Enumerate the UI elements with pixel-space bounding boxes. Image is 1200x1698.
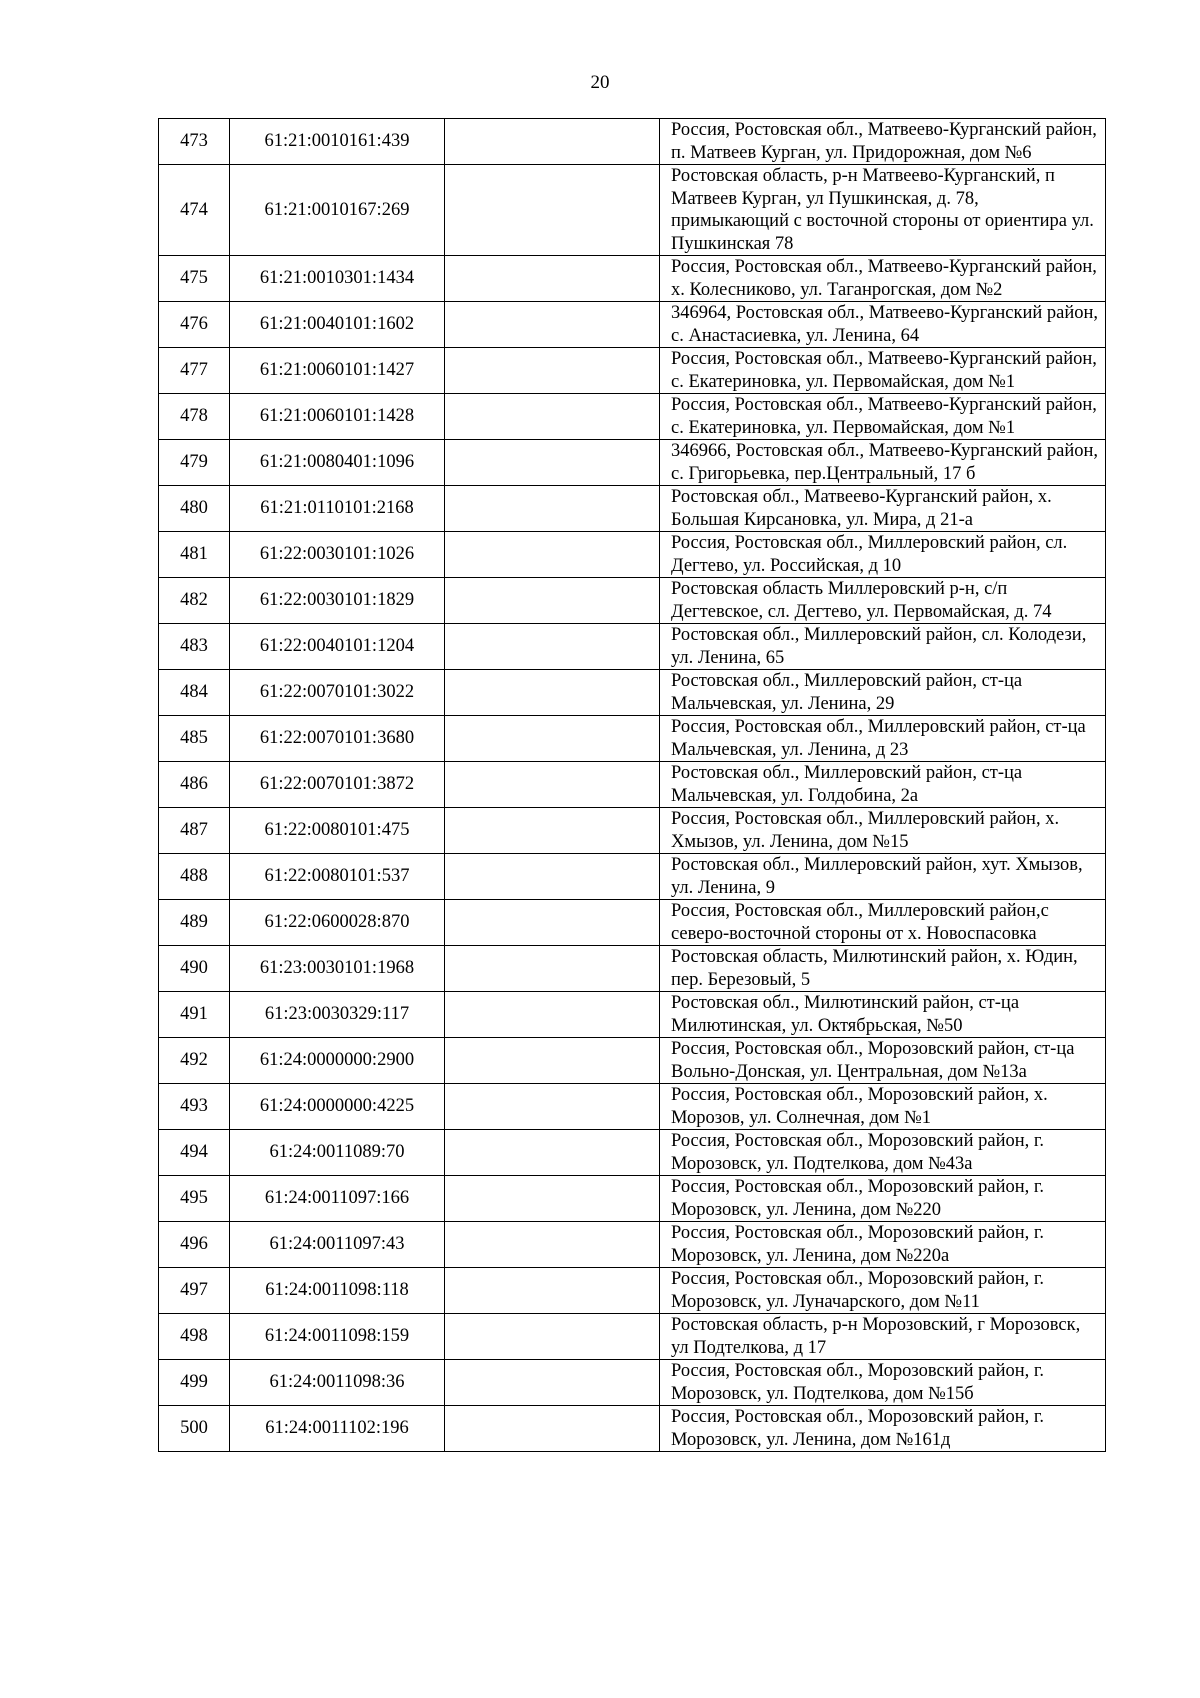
address-cell: Ростовская обл., Миллеровский район, хут. Хмызов, ул. Ленина, 9 xyxy=(660,854,1106,900)
cadastral-number-cell: 61:22:0040101:1204 xyxy=(230,624,445,670)
row-number-cell: 482 xyxy=(159,578,230,624)
table-row xyxy=(159,1360,1106,1406)
address-cell: Россия, Ростовская обл., Морозовский район, г. Морозовск, ул. Ленина, дом №161д xyxy=(660,1406,1106,1452)
table-row xyxy=(159,946,1106,992)
blank-cell xyxy=(445,992,660,1038)
cadastral-number-cell: 61:22:0070101:3872 xyxy=(230,762,445,808)
cadastral-number-cell: 61:24:0000000:4225 xyxy=(230,1084,445,1130)
cadastral-number-cell: 61:24:0011098:118 xyxy=(230,1268,445,1314)
row-number-cell: 497 xyxy=(159,1268,230,1314)
table-row xyxy=(159,854,1106,900)
blank-cell xyxy=(445,854,660,900)
address-cell: Ростовская обл., Милютинский район, ст-ца Милютинская, ул. Октябрьская, №50 xyxy=(660,992,1106,1038)
row-number-cell: 500 xyxy=(159,1406,230,1452)
blank-cell xyxy=(445,1222,660,1268)
address-cell: Россия, Ростовская обл., Морозовский район, г. Морозовск, ул. Ленина, дом №220 xyxy=(660,1176,1106,1222)
cadastral-number-cell: 61:22:0030101:1829 xyxy=(230,578,445,624)
blank-cell xyxy=(445,348,660,394)
table-row xyxy=(159,1084,1106,1130)
blank-cell xyxy=(445,1360,660,1406)
address-cell: Россия, Ростовская обл., Миллеровский район,с северо-восточной стороны от х. Новоспасовка xyxy=(660,900,1106,946)
row-number-cell: 486 xyxy=(159,762,230,808)
address-cell: Ростовская обл., Миллеровский район, сл. Колодези, ул. Ленина, 65 xyxy=(660,624,1106,670)
row-number-cell: 495 xyxy=(159,1176,230,1222)
address-cell: Россия, Ростовская обл., Миллеровский район, сл. Дегтево, ул. Российская, д 10 xyxy=(660,532,1106,578)
address-cell: Россия, Ростовская обл., Матвеево-Курганский район, с. Екатериновка, ул. Первомайская, дом №1 xyxy=(660,348,1106,394)
row-number-cell: 480 xyxy=(159,486,230,532)
cadastral-number-cell: 61:23:0030329:117 xyxy=(230,992,445,1038)
cadastral-number-cell: 61:24:0011097:43 xyxy=(230,1222,445,1268)
table-row xyxy=(159,716,1106,762)
blank-cell xyxy=(445,256,660,302)
table-row xyxy=(159,256,1106,302)
blank-cell xyxy=(445,440,660,486)
blank-cell xyxy=(445,1314,660,1360)
table-row xyxy=(159,394,1106,440)
row-number-cell: 493 xyxy=(159,1084,230,1130)
cadastral-number-cell: 61:21:0080401:1096 xyxy=(230,440,445,486)
blank-cell xyxy=(445,762,660,808)
table-row xyxy=(159,1314,1106,1360)
table-row xyxy=(159,762,1106,808)
address-cell: Ростовская область, р-н Матвеево-Курганский, п Матвеев Курган, ул Пушкинская, д. 78, примыкающий с восточной стороны от ориентира ул. Пушкинская 78 xyxy=(660,165,1106,256)
cadastral-number-cell: 61:21:0060101:1428 xyxy=(230,394,445,440)
blank-cell xyxy=(445,486,660,532)
table-row xyxy=(159,578,1106,624)
blank-cell xyxy=(445,1268,660,1314)
blank-cell xyxy=(445,946,660,992)
table-row xyxy=(159,992,1106,1038)
cadastral-number-cell: 61:21:0010167:269 xyxy=(230,165,445,256)
address-cell: Россия, Ростовская обл., Матвеево-Курганский район, с. Екатериновка, ул. Первомайская, дом №1 xyxy=(660,394,1106,440)
row-number-cell: 479 xyxy=(159,440,230,486)
row-number-cell: 485 xyxy=(159,716,230,762)
cadastral-number-cell: 61:23:0030101:1968 xyxy=(230,946,445,992)
blank-cell xyxy=(445,624,660,670)
address-cell: Ростовская обл., Матвеево-Курганский район, х. Большая Кирсановка, ул. Мира, д 21-а xyxy=(660,486,1106,532)
row-number-cell: 483 xyxy=(159,624,230,670)
address-cell: 346964, Ростовская обл., Матвеево-Курганский район, с. Анастасиевка, ул. Ленина, 64 xyxy=(660,302,1106,348)
table-row xyxy=(159,1222,1106,1268)
table-row xyxy=(159,1038,1106,1084)
table-row xyxy=(159,302,1106,348)
row-number-cell: 477 xyxy=(159,348,230,394)
table-row xyxy=(159,624,1106,670)
cadastral-number-cell: 61:22:0070101:3680 xyxy=(230,716,445,762)
blank-cell xyxy=(445,808,660,854)
table-row xyxy=(159,486,1106,532)
address-cell: Ростовская обл., Миллеровский район, ст-ца Мальчевская, ул. Ленина, 29 xyxy=(660,670,1106,716)
address-cell: Россия, Ростовская обл., Миллеровский район, х. Хмызов, ул. Ленина, дом №15 xyxy=(660,808,1106,854)
address-cell: 346966, Ростовская обл., Матвеево-Курганский район, с. Григорьевка, пер.Центральный, 17 б xyxy=(660,440,1106,486)
table-row xyxy=(159,1130,1106,1176)
address-cell: Россия, Ростовская обл., Матвеево-Курганский район, п. Матвеев Курган, ул. Придорожная, дом №6 xyxy=(660,119,1106,165)
cadastral-number-cell: 61:21:0010301:1434 xyxy=(230,256,445,302)
cadastral-number-cell: 61:21:0060101:1427 xyxy=(230,348,445,394)
table-row xyxy=(159,670,1106,716)
row-number-cell: 499 xyxy=(159,1360,230,1406)
registry-table-body xyxy=(159,119,1106,1452)
cadastral-number-cell: 61:24:0011098:36 xyxy=(230,1360,445,1406)
blank-cell xyxy=(445,532,660,578)
row-number-cell: 490 xyxy=(159,946,230,992)
address-cell: Россия, Ростовская обл., Морозовский район, г. Морозовск, ул. Подтелкова, дом №43а xyxy=(660,1130,1106,1176)
page-number: 20 xyxy=(590,72,610,93)
blank-cell xyxy=(445,165,660,256)
table-row xyxy=(159,900,1106,946)
cadastral-number-cell: 61:24:0011097:166 xyxy=(230,1176,445,1222)
blank-cell xyxy=(445,394,660,440)
row-number-cell: 488 xyxy=(159,854,230,900)
registry-table xyxy=(158,118,1106,1452)
cadastral-number-cell: 61:24:0000000:2900 xyxy=(230,1038,445,1084)
row-number-cell: 494 xyxy=(159,1130,230,1176)
table-row xyxy=(159,808,1106,854)
address-cell: Ростовская обл., Миллеровский район, ст-ца Мальчевская, ул. Голдобина, 2а xyxy=(660,762,1106,808)
row-number-cell: 492 xyxy=(159,1038,230,1084)
table-row xyxy=(159,1406,1106,1452)
cadastral-number-cell: 61:22:0080101:537 xyxy=(230,854,445,900)
row-number-cell: 489 xyxy=(159,900,230,946)
cadastral-number-cell: 61:22:0030101:1026 xyxy=(230,532,445,578)
address-cell: Россия, Ростовская обл., Матвеево-Курганский район, х. Колесниково, ул. Таганрогская, дом №2 xyxy=(660,256,1106,302)
table-row xyxy=(159,165,1106,256)
blank-cell xyxy=(445,578,660,624)
cadastral-number-cell: 61:22:0600028:870 xyxy=(230,900,445,946)
row-number-cell: 476 xyxy=(159,302,230,348)
address-cell: Россия, Ростовская обл., Миллеровский район, ст-ца Мальчевская, ул. Ленина, д 23 xyxy=(660,716,1106,762)
table-row xyxy=(159,1176,1106,1222)
cadastral-number-cell: 61:24:0011098:159 xyxy=(230,1314,445,1360)
blank-cell xyxy=(445,670,660,716)
blank-cell xyxy=(445,1038,660,1084)
table-row xyxy=(159,348,1106,394)
row-number-cell: 478 xyxy=(159,394,230,440)
row-number-cell: 475 xyxy=(159,256,230,302)
table-row xyxy=(159,1268,1106,1314)
row-number-cell: 498 xyxy=(159,1314,230,1360)
blank-cell xyxy=(445,1084,660,1130)
address-cell: Россия, Ростовская обл., Морозовский район, г. Морозовск, ул. Луначарского, дом №11 xyxy=(660,1268,1106,1314)
blank-cell xyxy=(445,900,660,946)
address-cell: Россия, Ростовская обл., Морозовский район, г. Морозовск, ул. Ленина, дом №220а xyxy=(660,1222,1106,1268)
blank-cell xyxy=(445,302,660,348)
row-number-cell: 487 xyxy=(159,808,230,854)
address-cell: Ростовская область Миллеровский р-н, с/п Дегтевское, сл. Дегтево, ул. Первомайская, д. 74 xyxy=(660,578,1106,624)
row-number-cell: 474 xyxy=(159,165,230,256)
address-cell: Ростовская область, Милютинский район, х. Юдин, пер. Березовый, 5 xyxy=(660,946,1106,992)
table-row xyxy=(159,532,1106,578)
row-number-cell: 491 xyxy=(159,992,230,1038)
address-cell: Ростовская область, р-н Морозовский, г Морозовск, ул Подтелкова, д 17 xyxy=(660,1314,1106,1360)
table-row xyxy=(159,119,1106,165)
cadastral-number-cell: 61:21:0040101:1602 xyxy=(230,302,445,348)
cadastral-number-cell: 61:22:0070101:3022 xyxy=(230,670,445,716)
address-cell: Россия, Ростовская обл., Морозовский район, ст-ца Вольно-Донская, ул. Центральная, дом №13а xyxy=(660,1038,1106,1084)
blank-cell xyxy=(445,119,660,165)
blank-cell xyxy=(445,1406,660,1452)
blank-cell xyxy=(445,1130,660,1176)
address-cell: Россия, Ростовская обл., Морозовский район, х. Морозов, ул. Солнечная, дом №1 xyxy=(660,1084,1106,1130)
address-cell: Россия, Ростовская обл., Морозовский район, г. Морозовск, ул. Подтелкова, дом №15б xyxy=(660,1360,1106,1406)
cadastral-number-cell: 61:22:0080101:475 xyxy=(230,808,445,854)
row-number-cell: 484 xyxy=(159,670,230,716)
blank-cell xyxy=(445,1176,660,1222)
row-number-cell: 496 xyxy=(159,1222,230,1268)
row-number-cell: 473 xyxy=(159,119,230,165)
cadastral-number-cell: 61:24:0011102:196 xyxy=(230,1406,445,1452)
cadastral-number-cell: 61:21:0010161:439 xyxy=(230,119,445,165)
row-number-cell: 481 xyxy=(159,532,230,578)
cadastral-number-cell: 61:21:0110101:2168 xyxy=(230,486,445,532)
cadastral-number-cell: 61:24:0011089:70 xyxy=(230,1130,445,1176)
blank-cell xyxy=(445,716,660,762)
table-row xyxy=(159,440,1106,486)
